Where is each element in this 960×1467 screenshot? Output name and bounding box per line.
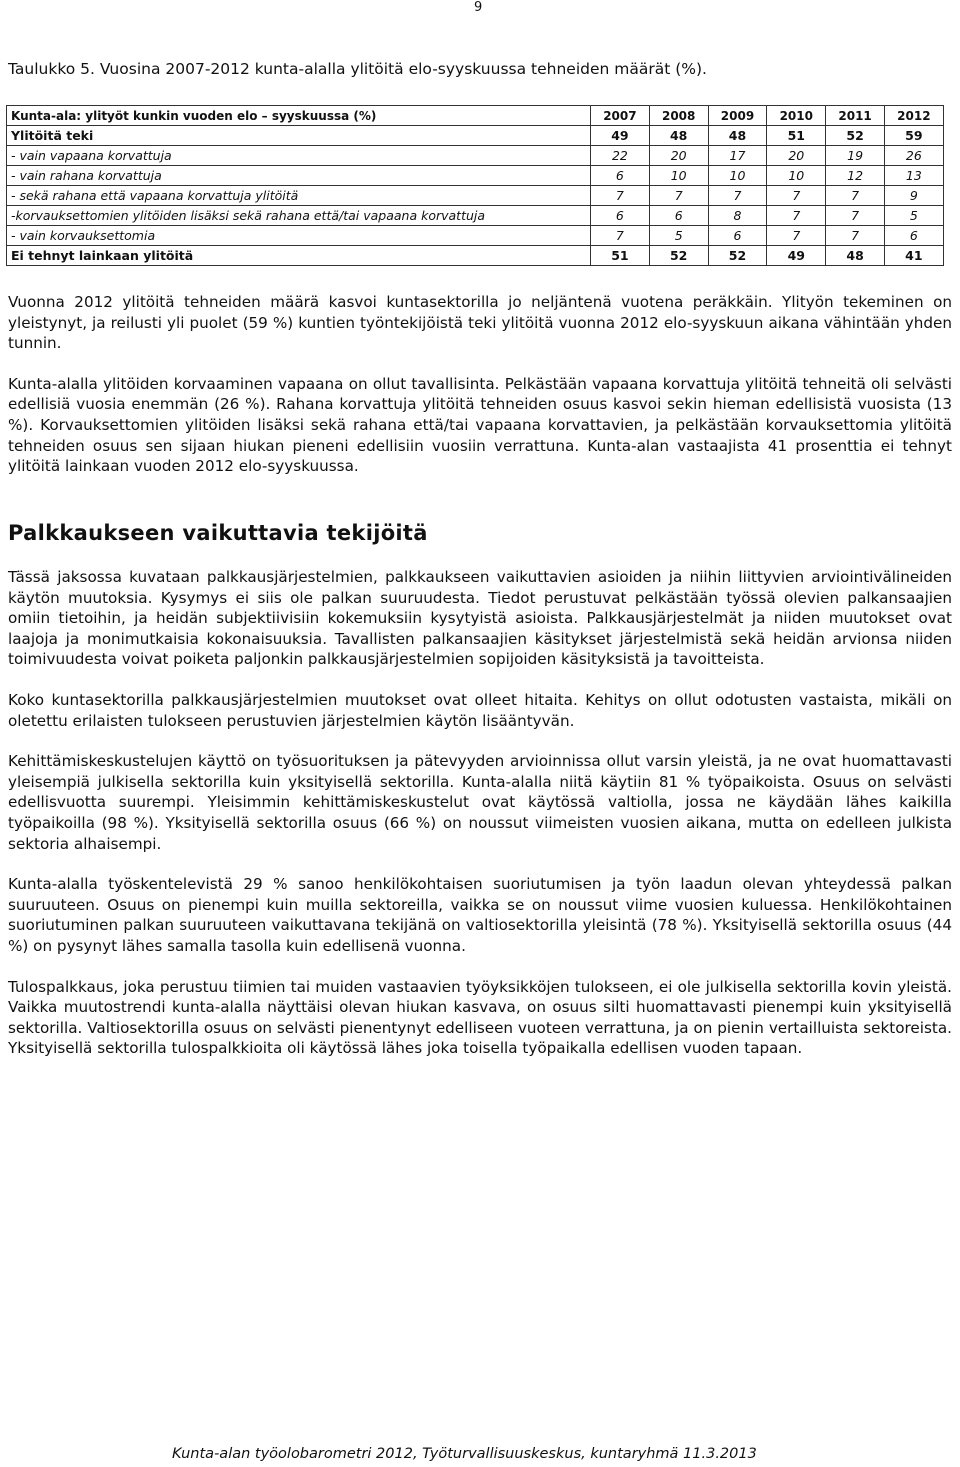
table-header-year: 2011	[826, 106, 885, 126]
table-cell-value: 7	[826, 206, 885, 226]
paragraph: Koko kuntasektorilla palkkausjärjestelmien muutokset ovat olleet hitaita. Kehitys on ollut odotusten vastaista, mikäli on oletettu erilaisten tulokseen perustuvien järjestelmien käytön lisääntyvän.	[8, 690, 952, 730]
table-header-row	[7, 106, 944, 126]
table-row	[7, 146, 944, 166]
table-cell-value: 7	[826, 226, 885, 246]
table-cell-value: 7	[767, 186, 826, 206]
table-cell-value: 6	[649, 206, 708, 226]
table-cell-value: 7	[767, 226, 826, 246]
paragraph: Kunta-alalla ylitöiden korvaaminen vapaana on ollut tavallisinta. Pelkästään vapaana korvattuja ylitöitä tehneitä oli selvästi edellisiä vuosia enemmän (26 %). Rahana korvattuja ylitöitä tehneiden osuus kasvoi sekin hieman edellisistä vuosista (13 %). Korvauksettomien ylitöiden lisäksi sekä rahana että/tai vapaana korvattavien, ja pelkästään korvauksettomia ylitöitä tehneiden osuus sen sijaan hiukan pieneni edellisiin vuosiin verrattuna. Kunta-alan vastaajista 41 prosenttia ei tehnyt ylitöitä lainkaan vuoden 2012 elo-syyskuussa.	[8, 374, 952, 476]
table-row-label: Ylitöitä teki	[7, 126, 591, 146]
table-cell-value: 8	[708, 206, 767, 226]
table-header-year: 2007	[591, 106, 650, 126]
table-header-year: 2009	[708, 106, 767, 126]
paragraph: Tässä jaksossa kuvataan palkkausjärjestelmien, palkkaukseen vaikuttavien asioiden ja niihin liittyvien arviointivälineiden käytön muutoksia. Kysymys ei siis ole palkan suuruudesta. Tiedot perustuvat pelkästään työssä olevien palkansaajien omiin tietoihin, ja heidän subjektiivisiin kokemuksiin kysytyistä asioista. Palkkausjärjestelmät ja niiden muutokset ovat laajoja ja monimutkaisia kokonaisuuksia. Tavallisten palkansaajien käsitykset järjestelmistä sekä heidän arvionsa niiden toimivuudesta voivat poiketa paljonkin palkkausjärjestelmien sopijoiden käsityksistä ja tavoitteista.	[8, 568, 952, 669]
table-row	[7, 126, 944, 146]
table-cell-value: 52	[708, 246, 767, 266]
table-cell-value: 12	[826, 166, 885, 186]
table-cell-value: 51	[591, 246, 650, 266]
table-cell-value: 5	[884, 206, 943, 226]
table-cell-value: 17	[708, 146, 767, 166]
page-number: 9	[474, 0, 483, 15]
table-row	[7, 186, 944, 206]
table-cell-value: 51	[767, 126, 826, 146]
table-cell-value: 9	[884, 186, 943, 206]
table-row-label: Ei tehnyt lainkaan ylitöitä	[7, 246, 591, 266]
table-cell-value: 7	[591, 226, 650, 246]
table-cell-value: 7	[649, 186, 708, 206]
table-row-label: - vain rahana korvattuja	[7, 166, 591, 186]
table-row-label: - vain vapaana korvattuja	[7, 146, 591, 166]
table-cell-value: 41	[884, 246, 943, 266]
paragraph: Kehittämiskeskustelujen käyttö on työsuorituksen ja pätevyyden arvioinnissa ollut varsin yleistä, ja ne ovat huomattavasti yleisempiä julkisella sektorilla kuin yksityisellä sektorilla. Kunta-alalla niitä käytiin 81 % työpaikoista. Osuus on selvästi edellisvuotta suurempi. Yleisimmin kehittämiskeskustelut ovat käytössä valtiolla, jossa ne käydään lähes kaikilla työpaikoilla (98 %). Yksityisellä sektorilla osuus (66 %) on noussut viimeisten vuosien aikana, mutta on edelleen julkista sektoria alhaisempi.	[8, 752, 952, 853]
table-row	[7, 246, 944, 266]
table-cell-value: 22	[591, 146, 650, 166]
table-cell-value: 7	[826, 186, 885, 206]
table-caption: Taulukko 5. Vuosina 2007-2012 kunta-alalla ylitöitä elo-syyskuussa tehneiden määrät (%).	[8, 60, 707, 78]
table-row	[7, 166, 944, 186]
table-cell-value: 48	[649, 126, 708, 146]
table-cell-value: 52	[649, 246, 708, 266]
table-header-label: Kunta-ala: ylityöt kunkin vuoden elo – syyskuussa (%)	[7, 106, 591, 126]
table-row	[7, 206, 944, 226]
paragraph: Kunta-alalla työskentelevistä 29 % sanoo henkilökohtaisen suoriutumisen ja työn laadun olevan yhteydessä palkan suuruuteen. Osuus on pienempi kuin muilla sektoreilla, vaikka se on noussut viime vuosien kuluessa. Henkilökohtainen suoriutuminen palkan suuruuteen vaikuttavana tekijänä on valtiosektorilla yleisintä (78 %). Yksityisellä sektorilla osuus (44 %) on pysynyt lähes samalla tasolla kuin edellisenä vuonna.	[8, 875, 952, 955]
table-cell-value: 13	[884, 166, 943, 186]
table-cell-value: 26	[884, 146, 943, 166]
table-cell-value: 7	[767, 206, 826, 226]
intro-text	[8, 292, 952, 477]
section-heading: Palkkaukseen vaikuttavia tekijöitä	[8, 521, 428, 545]
table-cell-value: 49	[767, 246, 826, 266]
table-header-year: 2012	[884, 106, 943, 126]
table-cell-value: 5	[649, 226, 708, 246]
table-cell-value: 52	[826, 126, 885, 146]
table-row-label: - vain korvauksettomia	[7, 226, 591, 246]
table-cell-value: 20	[649, 146, 708, 166]
table-cell-value: 49	[591, 126, 650, 146]
table-cell-value: 6	[591, 166, 650, 186]
table-row-label: -korvauksettomien ylitöiden lisäksi sekä rahana että/tai vapaana korvattuja	[7, 206, 591, 226]
table-cell-value: 7	[708, 186, 767, 206]
table-header-year: 2010	[767, 106, 826, 126]
table-cell-value: 10	[708, 166, 767, 186]
table-cell-value: 48	[826, 246, 885, 266]
paragraph: Vuonna 2012 ylitöitä tehneiden määrä kasvoi kuntasektorilla jo neljäntenä vuotena peräkkäin. Ylityön tekeminen on yleistynyt, ja reilusti yli puolet (59 %) kuntien työntekijöistä teki ylitöitä vuonna 2012 elo-syyskuun aikana vähintään yhden tunnin.	[8, 293, 952, 353]
table-cell-value: 48	[708, 126, 767, 146]
table-cell-value: 59	[884, 126, 943, 146]
table-cell-value: 19	[826, 146, 885, 166]
table-cell-value: 20	[767, 146, 826, 166]
section-text	[8, 567, 952, 1059]
paragraph: Tulospalkkaus, joka perustuu tiimien tai muiden vastaavien työyksikköjen tulokseen, ei ole julkisella sektorilla kovin yleistä. Vaikka muutostrendi kunta-alalla näyttäisi olevan hiukan kasvava, on osuus silti huomattavasti pienempi kuin yksityisellä sektorilla. Valtiosektorilla osuus on selvästi pienentynyt edelliseen vuoteen verrattuna, ja on pienin vertailluista sektoreista. Yksityisellä sektorilla tulospalkkioita oli käytössä lähes joka toisella työpaikalla edellisen vuoden tapaan.	[8, 977, 952, 1058]
table-cell-value: 10	[649, 166, 708, 186]
table-cell-value: 7	[591, 186, 650, 206]
table-header-year: 2008	[649, 106, 708, 126]
overtime-table	[6, 105, 944, 266]
table-cell-value: 6	[884, 226, 943, 246]
table-row-label: - sekä rahana että vapaana korvattuja ylitöitä	[7, 186, 591, 206]
table-row	[7, 226, 944, 246]
page-footer: Kunta-alan työolobarometri 2012, Työturvallisuuskeskus, kuntaryhmä 11.3.2013	[172, 1446, 757, 1462]
table-cell-value: 10	[767, 166, 826, 186]
table-cell-value: 6	[708, 226, 767, 246]
table-cell-value: 6	[591, 206, 650, 226]
